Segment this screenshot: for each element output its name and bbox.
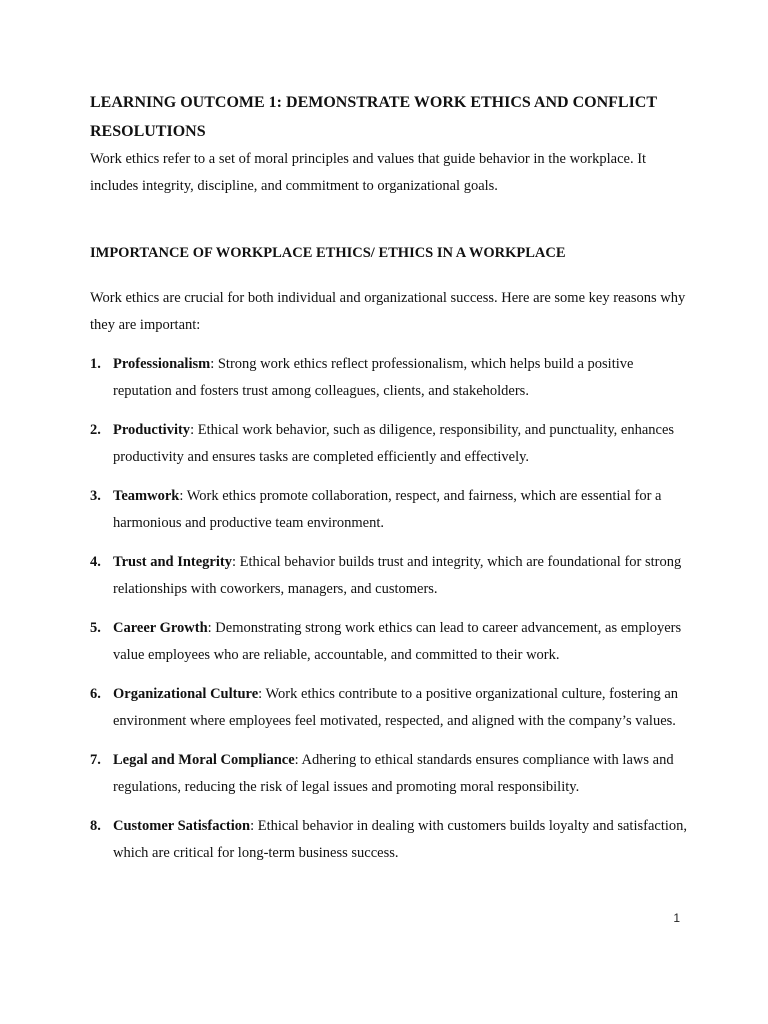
list-item-number: 2.: [90, 422, 101, 438]
definition-paragraph: Work ethics refer to a set of moral principles and values that guide behavior in the workplace. It includes integrity, discipline, and commitment to organizational goals.: [90, 151, 647, 194]
list-item-term: Teamwork: [113, 488, 180, 504]
list-item-text: : Ethical behavior builds trust and integrity, which are foundational for strong relationships with coworkers, managers, and customers.: [113, 554, 682, 597]
list-item-term: Professionalism: [113, 356, 211, 372]
page-content: [90, 88, 690, 879]
list-item-text: : Work ethics promote collaboration, respect, and fairness, which are essential for a harmonious and productive team environment.: [113, 488, 662, 531]
list-item-text: : Ethical behavior in dealing with customers builds loyalty and satisfaction, which are critical for long-term business success.: [113, 818, 687, 861]
list-item-text: : Demonstrating strong work ethics can lead to career advancement, as employers value employees who are reliable, accountable, and committed to their work.: [113, 620, 682, 663]
page-number: 1: [673, 911, 680, 925]
list-item-term: Productivity: [113, 422, 191, 438]
list-item-number: 7.: [90, 752, 101, 768]
list-item-number: 6.: [90, 686, 101, 702]
list-item-text: : Work ethics contribute to a positive organizational culture, fostering an environment where employees feel motivated, respected, and aligned with the company’s values.: [113, 686, 679, 729]
list-item-text: : Strong work ethics reflect professionalism, which helps build a positive reputation and fosters trust among colleagues, clients, and stakeholders.: [113, 356, 634, 399]
list-item: [90, 813, 690, 867]
section-heading: IMPORTANCE OF WORKPLACE ETHICS/ ETHICS IN A WORKPLACE: [90, 245, 566, 261]
list-item: [90, 747, 690, 801]
document-title: LEARNING OUTCOME 1: DEMONSTRATE WORK ETHICS AND CONFLICT RESOLUTIONS: [90, 94, 657, 140]
list-item-number: 3.: [90, 488, 101, 504]
list-item: [90, 681, 690, 735]
list-item-number: 4.: [90, 554, 101, 570]
list-item: [90, 351, 690, 405]
reasons-list: [90, 351, 690, 867]
list-item-number: 8.: [90, 818, 101, 834]
list-item-text: : Ethical work behavior, such as diligence, responsibility, and punctuality, enhances productivity and ensures tasks are completed efficiently and effectively.: [113, 422, 675, 465]
list-item-term: Career Growth: [113, 620, 208, 636]
list-item-text: : Adhering to ethical standards ensures compliance with laws and regulations, reducing the risk of legal issues and promoting moral responsibility.: [113, 752, 674, 795]
list-item-term: Customer Satisfaction: [113, 818, 251, 834]
list-item-term: Trust and Integrity: [113, 554, 232, 570]
list-item-number: 1.: [90, 356, 101, 372]
list-item-term: Legal and Moral Compliance: [113, 752, 295, 768]
list-item: [90, 417, 690, 471]
list-item: [90, 549, 690, 603]
list-item-number: 5.: [90, 620, 101, 636]
list-item: [90, 615, 690, 669]
intro-paragraph: Work ethics are crucial for both individual and organizational success. Here are some key reasons why they are important:: [90, 290, 686, 333]
list-item-term: Organizational Culture: [113, 686, 259, 702]
list-item: [90, 483, 690, 537]
